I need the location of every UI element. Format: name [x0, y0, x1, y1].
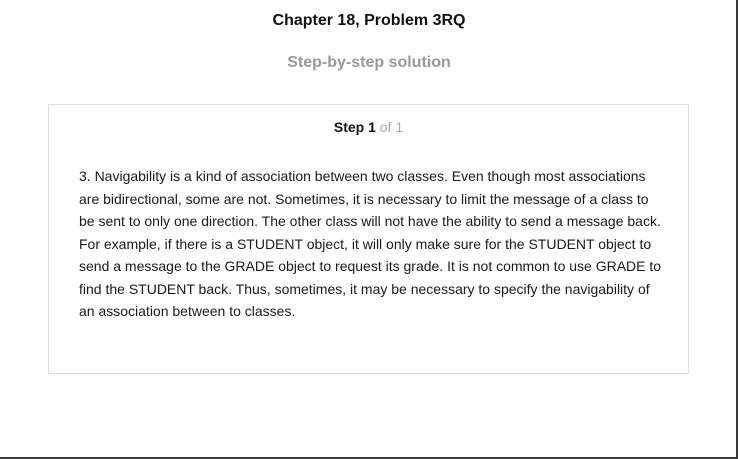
step-body-text: 3. Navigability is a kind of association between two classes. Even though most associations are bidirectional, some are not. Sometimes, it is necessary to limit the message of a class to be sent to only one direction. The other class will not have the ability to send a message back. For example, if there is a STUDENT object, it will only make sure for the STUDENT object to send a message to the GRADE object to request its grade. It is not common to use GRADE to find the STUDENT back. Thus, sometimes, it may be necessary to specify the navigability of an association between to classes.: [79, 168, 662, 319]
solution-subtitle: Step-by-step solution: [287, 54, 451, 71]
step-label: Step 1: [333, 119, 376, 135]
page-title: Chapter 18, Problem 3RQ: [272, 12, 466, 29]
step-header: [49, 118, 688, 136]
step-card: [48, 104, 689, 374]
step-total: of 1: [379, 119, 404, 135]
